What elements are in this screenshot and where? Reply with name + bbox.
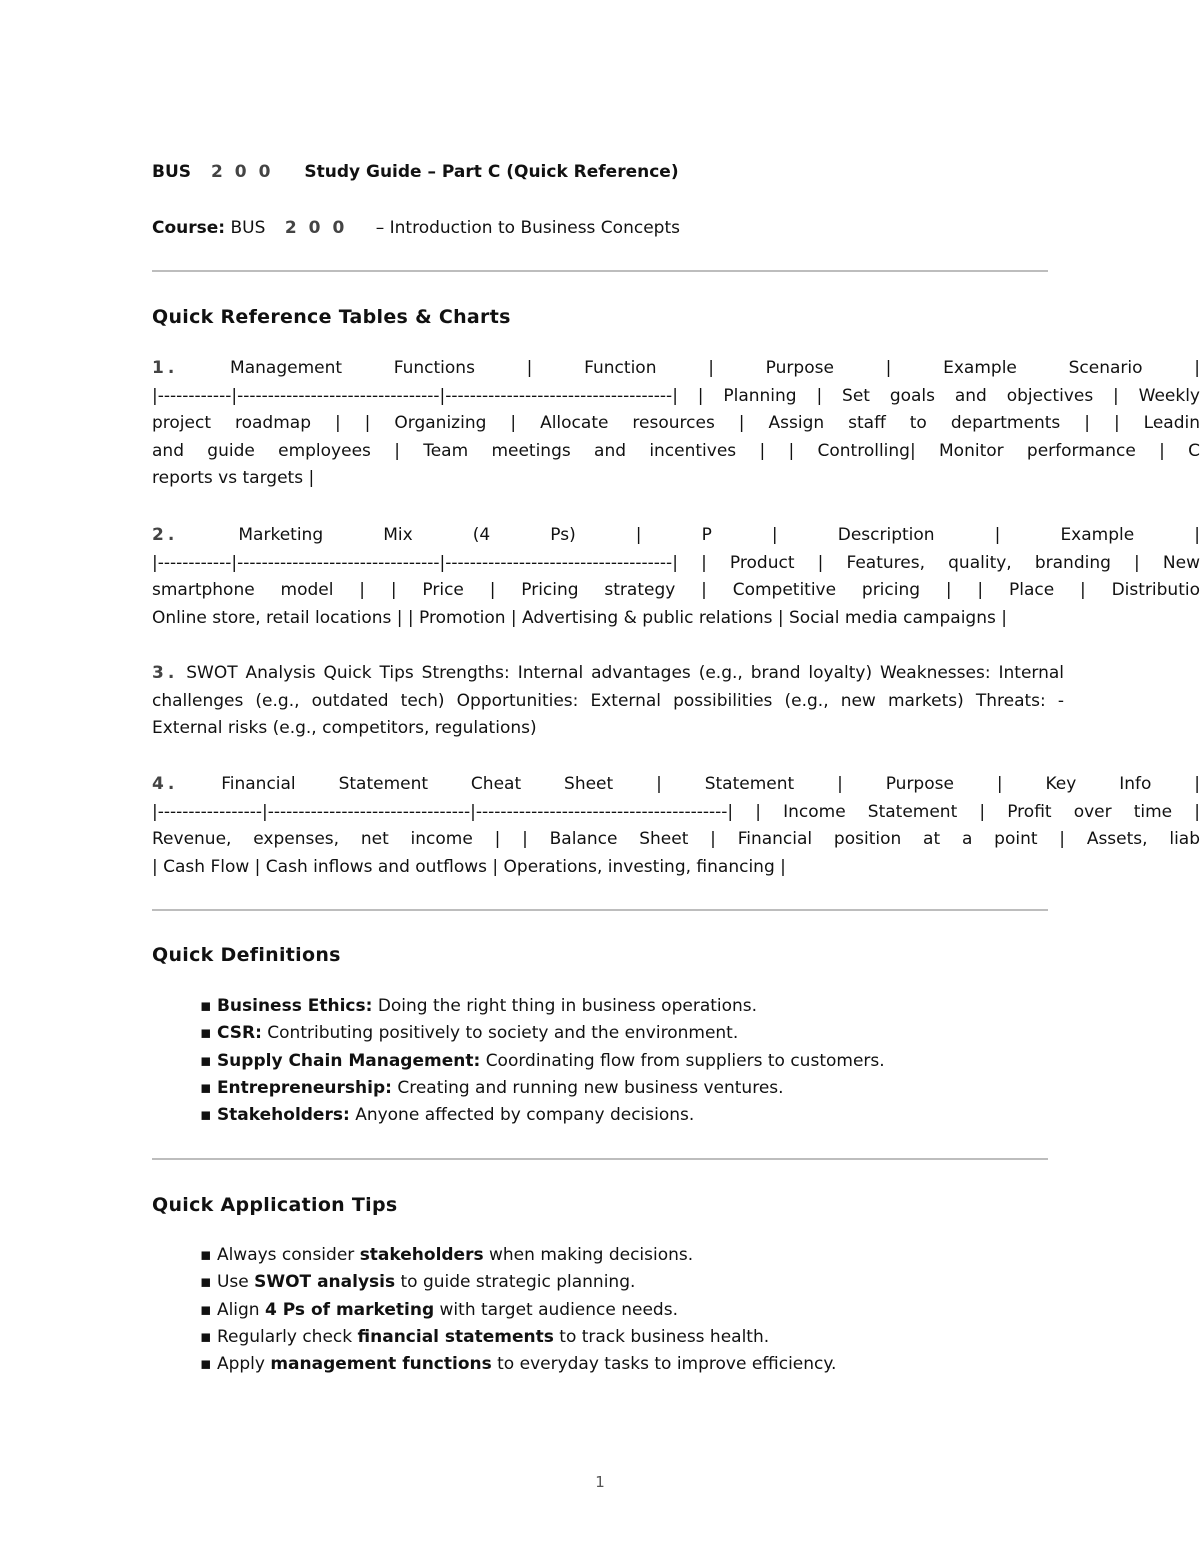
tip-keyword: financial statements xyxy=(357,1326,554,1347)
item-management-functions xyxy=(152,355,1200,493)
title-number: 200 xyxy=(210,162,283,182)
tip-keyword: management functions xyxy=(270,1354,492,1375)
course-label: Course: xyxy=(152,218,226,238)
tip-post: to guide strategic planning. xyxy=(400,1272,636,1293)
list-item xyxy=(200,1048,885,1075)
document-title xyxy=(152,162,679,182)
bullet-icon: ▪ xyxy=(200,1354,212,1375)
course-line xyxy=(152,218,680,238)
course-prefix: BUS xyxy=(230,218,266,238)
paragraph-line: |-----------------|---------------------------------|-----------------------------------------| | Income Statement | Profit over time | xyxy=(152,801,1200,822)
paragraph-line: smartphone model | | Price | Pricing strategy | Competitive pricing | | Place | Distributio xyxy=(152,580,1200,600)
tip-keyword: SWOT analysis xyxy=(254,1272,396,1293)
definition-text: Coordinating flow from suppliers to customers. xyxy=(485,1050,885,1071)
list-item xyxy=(200,1324,836,1351)
tips-list xyxy=(200,1242,836,1378)
list-item xyxy=(200,1269,836,1296)
paragraph-line: Revenue, expenses, net income | | Balance Sheet | Financial position at a point | Assets, liab xyxy=(152,829,1200,849)
definition-term: Supply Chain Management: xyxy=(216,1050,481,1071)
bullet-icon: ▪ xyxy=(200,1326,212,1347)
list-item xyxy=(200,1242,836,1269)
item-financial-statements xyxy=(152,771,1200,881)
item-number: 1. xyxy=(152,358,179,378)
tip-pre: Use xyxy=(216,1272,249,1293)
tip-pre: Align xyxy=(216,1299,260,1320)
paragraph-line: reports vs targets | xyxy=(152,468,315,488)
definition-text: Doing the right thing in business operations. xyxy=(377,996,758,1016)
item-number: 3. xyxy=(152,663,179,683)
tip-post: to everyday tasks to improve efficiency. xyxy=(497,1354,837,1375)
paragraph-line: |------------|---------------------------------|-------------------------------------| | Product | Features, quality, branding | New xyxy=(152,552,1200,573)
paragraph-line xyxy=(152,355,1200,383)
title-prefix: BUS xyxy=(152,162,192,182)
line-text: Marketing Mix (4 Ps) | P | Description | Example | xyxy=(238,525,1200,545)
list-item xyxy=(200,1102,885,1129)
paragraph-line xyxy=(152,771,1200,799)
paragraph-line: |------------|---------------------------------|-------------------------------------| | Planning | Set goals and objectives | Weekly xyxy=(152,385,1200,406)
section-heading-tips: Quick Application Tips xyxy=(152,1194,398,1216)
section-heading-definitions: Quick Definitions xyxy=(152,944,341,966)
definition-term: Entrepreneurship: xyxy=(216,1077,392,1098)
definition-term: CSR: xyxy=(216,1023,262,1044)
tip-post: when making decisions. xyxy=(489,1245,694,1265)
tip-pre: Apply xyxy=(216,1354,265,1375)
definition-text: Contributing positively to society and the environment. xyxy=(267,1023,739,1044)
definition-text: Creating and running new business ventures. xyxy=(397,1077,784,1098)
paragraph-line: challenges (e.g., outdated tech) Opportunities: External possibilities (e.g., new markets) Threats: - xyxy=(152,690,1064,711)
bullet-icon: ▪ xyxy=(200,1105,212,1126)
bullet-icon: ▪ xyxy=(200,1050,212,1071)
bullet-icon: ▪ xyxy=(200,1272,212,1293)
paragraph-line: | Cash Flow | Cash inflows and outflows | Operations, investing, financing | xyxy=(152,856,786,877)
divider-2 xyxy=(152,909,1048,911)
item-number: 2. xyxy=(152,525,179,545)
tip-post: to track business health. xyxy=(559,1326,770,1347)
line-text: Management Functions | Function | Purpose | Example Scenario | xyxy=(230,358,1200,378)
tip-pre: Always consider xyxy=(216,1245,355,1265)
bullet-icon: ▪ xyxy=(200,1023,212,1044)
tip-pre: Regularly check xyxy=(216,1326,353,1347)
bullet-icon: ▪ xyxy=(200,996,212,1016)
item-marketing-mix xyxy=(152,522,1200,632)
bullet-icon: ▪ xyxy=(200,1299,212,1320)
list-item xyxy=(200,993,885,1020)
tip-keyword: 4 Ps of marketing xyxy=(265,1299,435,1320)
bullet-icon: ▪ xyxy=(200,1077,212,1098)
item-number: 4. xyxy=(152,774,179,794)
list-item xyxy=(200,1351,836,1378)
definition-term: Stakeholders: xyxy=(216,1105,350,1126)
list-item xyxy=(200,1020,885,1047)
page-number: 1 xyxy=(595,1473,605,1491)
line-text: SWOT Analysis Quick Tips Strengths: Internal advantages (e.g., brand loyalty) Weaknesses: Internal xyxy=(186,663,1065,683)
paragraph-line: Online store, retail locations | | Promotion | Advertising & public relations | Social media campaigns | xyxy=(152,607,1007,628)
paragraph-line xyxy=(152,660,1064,688)
course-rest: – Introduction to Business Concepts xyxy=(375,218,680,238)
definition-term: Business Ethics: xyxy=(216,996,373,1016)
definition-text: Anyone affected by company decisions. xyxy=(355,1105,695,1126)
course-number: 200 xyxy=(284,218,357,238)
bullet-icon: ▪ xyxy=(200,1245,212,1265)
paragraph-line: and guide employees | Team meetings and incentives | | Controlling| Monitor performance | C xyxy=(152,440,1200,461)
title-rest: Study Guide – Part C (Quick Reference) xyxy=(304,162,679,182)
list-item xyxy=(200,1075,885,1102)
paragraph-line: project roadmap | | Organizing | Allocate resources | Assign staff to departments | | Leadin xyxy=(152,413,1200,433)
divider-3 xyxy=(152,1158,1048,1160)
tip-keyword: stakeholders xyxy=(359,1245,484,1265)
definitions-list xyxy=(200,993,885,1129)
paragraph-line: External risks (e.g., competitors, regulations) xyxy=(152,718,537,738)
paragraph-line xyxy=(152,522,1200,550)
item-swot-analysis xyxy=(152,660,1064,743)
line-text: Financial Statement Cheat Sheet | Statement | Purpose | Key Info | xyxy=(221,774,1200,794)
divider-1 xyxy=(152,270,1048,272)
section-heading-tables: Quick Reference Tables & Charts xyxy=(152,306,511,328)
list-item xyxy=(200,1297,836,1324)
tip-post: with target audience needs. xyxy=(439,1299,678,1320)
